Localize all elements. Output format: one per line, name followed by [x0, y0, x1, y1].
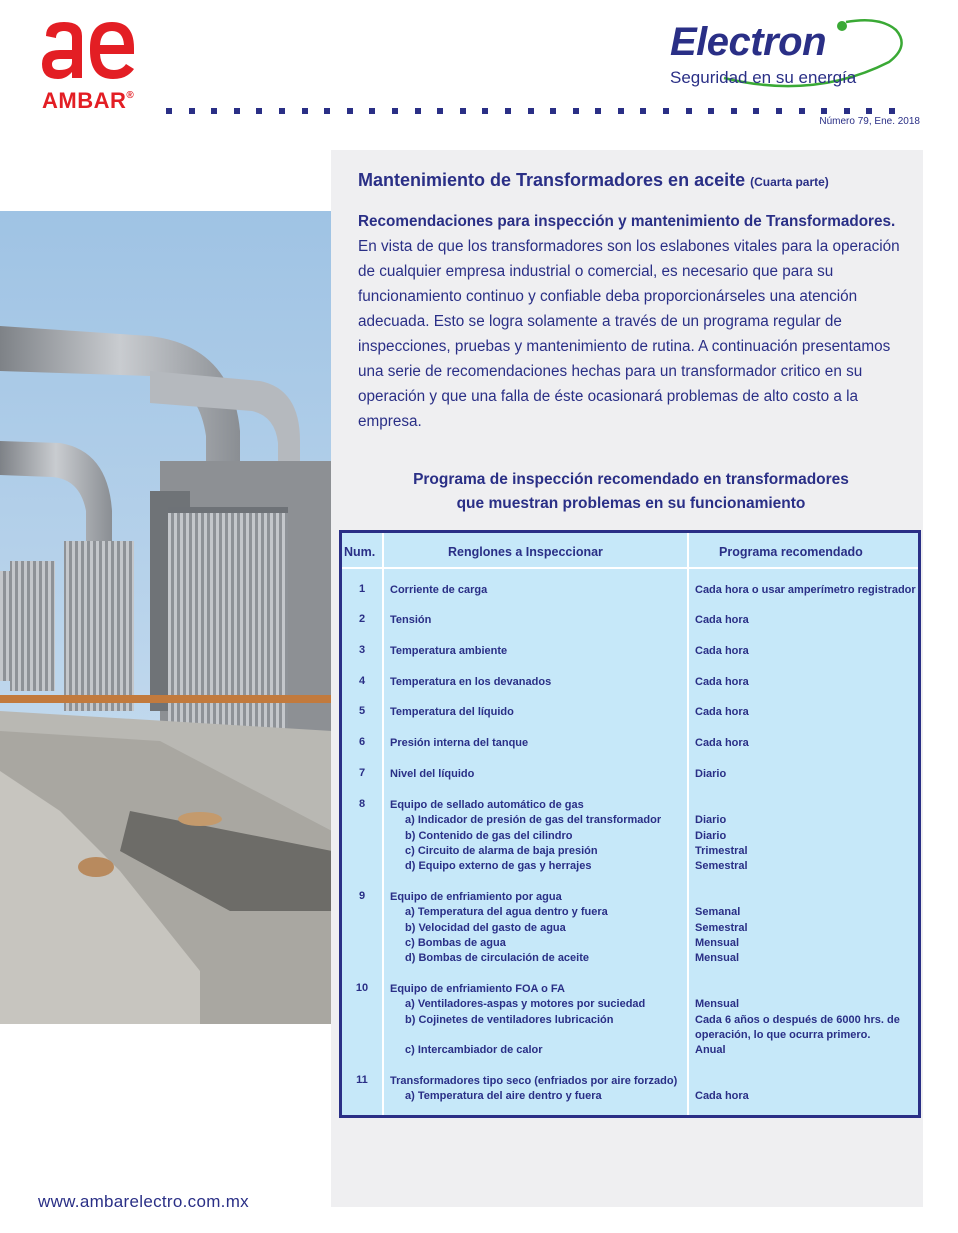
row-program: Mensual Cada 6 años o después de 6000 hrs. de operación, lo que ocurra primero. Anual — [695, 998, 900, 1057]
row-program: Cada hora — [695, 645, 749, 657]
article-title-sub: (Cuarta parte) — [750, 175, 829, 189]
row-program: Cada hora — [695, 706, 749, 718]
row-item: Corriente de carga — [390, 584, 488, 596]
row-program: Diario Diario Trimestral Semestral — [695, 814, 748, 873]
row-item: Temperatura en los devanados — [390, 676, 552, 688]
row-program: Cada hora — [695, 614, 749, 626]
row-number: 9 — [358, 890, 366, 902]
row-number: 2 — [358, 613, 366, 625]
transformer-photo — [0, 211, 332, 1024]
column-divider — [382, 533, 384, 1115]
row-item: Transformadores tipo seco (enfriados por aire forzado) a) Temperatura del aire dentro y fuera — [390, 1075, 678, 1103]
row-program: Cada hora — [695, 1090, 749, 1103]
row-number: 5 — [358, 705, 366, 717]
electron-logo — [664, 16, 914, 98]
row-item: Temperatura ambiente — [390, 645, 508, 657]
footer-url: www.ambarelectro.com.mx — [38, 1192, 249, 1211]
row-number: 1 — [358, 583, 366, 595]
header-item: Renglones a Inspeccionar — [448, 545, 603, 559]
column-divider — [687, 533, 689, 1115]
row-number: 3 — [358, 644, 366, 656]
row-program: Diario — [695, 768, 727, 780]
dotted-rule — [166, 101, 926, 109]
article-lead: Recomendaciones para inspección y mantenimiento de Transformadores. — [358, 213, 896, 230]
row-number: 6 — [358, 736, 366, 748]
header-divider — [342, 567, 918, 569]
header-program: Programa recomendado — [719, 545, 863, 559]
row-program: Cada hora — [695, 737, 749, 749]
row-program: Cada hora o usar amperímetro registrador — [695, 584, 916, 596]
header-num: Num. — [344, 545, 376, 559]
row-number: 4 — [358, 675, 366, 687]
issue-number: Número 79, Ene. 2018 — [819, 116, 920, 127]
table-title: Programa de inspección recomendado en transformadores que muestran problemas en su funcionamiento — [413, 471, 849, 512]
row-number: 7 — [358, 767, 366, 779]
row-item: Temperatura del líquido — [390, 706, 514, 718]
row-number: 10 — [355, 982, 369, 994]
electron-tagline: Seguridad en su energía — [670, 68, 857, 87]
row-number: 8 — [358, 798, 366, 810]
ambar-ae-logo — [38, 18, 138, 82]
inspection-table — [339, 530, 921, 1118]
article-title: Mantenimiento de Transformadores en aceite (Cuarta parte) — [358, 170, 829, 190]
row-program: Semanal Semestral Mensual Mensual — [695, 906, 748, 965]
article-body: En vista de que los transformadores son los eslabones vitales para la operación de cualquier empresa industrial o comercial, es necesario que para su funcionamiento continuo y confiable deba proporcionárseles una atención adecuada. Esto se logra solamente a través de un programa regular de inspecciones, pruebas y mantenimiento de rutina. A continuación presentamos una serie de recomendaciones hechas para un transformador critico en su operación y que una falla de éste ocasionará problemas de alto costo a la empresa. — [358, 238, 900, 430]
row-program: Cada hora — [695, 676, 749, 688]
ambar-wordmark: AMBAR® — [42, 88, 135, 113]
row-number: 11 — [356, 1074, 368, 1086]
row-item: Equipo de enfriamiento por agua a) Temperatura del agua dentro y fuera b) Velocidad del gasto de agua c) Bombas de agua d) Bombas de circulación de aceite — [390, 891, 608, 965]
electron-title: Electron — [670, 20, 827, 64]
registered-mark: ® — [126, 90, 135, 101]
row-item: Equipo de enfriamiento FOA o FA a) Ventiladores-aspas y motores por suciedad b) Cojinetes de ventiladores lubricación c) Intercambiador de calor — [390, 983, 646, 1057]
row-item: Nivel del líquido — [390, 768, 475, 780]
row-item: Presión interna del tanque — [390, 737, 529, 749]
row-item: Equipo de sellado automático de gas a) Indicador de presión de gas del transformador b) Contenido de gas del cilindro c) Circuito de alarma de baja presión d) Equipo externo de gas y herrajes — [390, 799, 662, 873]
row-item: Tensión — [390, 614, 432, 626]
article-intro — [358, 209, 918, 434]
